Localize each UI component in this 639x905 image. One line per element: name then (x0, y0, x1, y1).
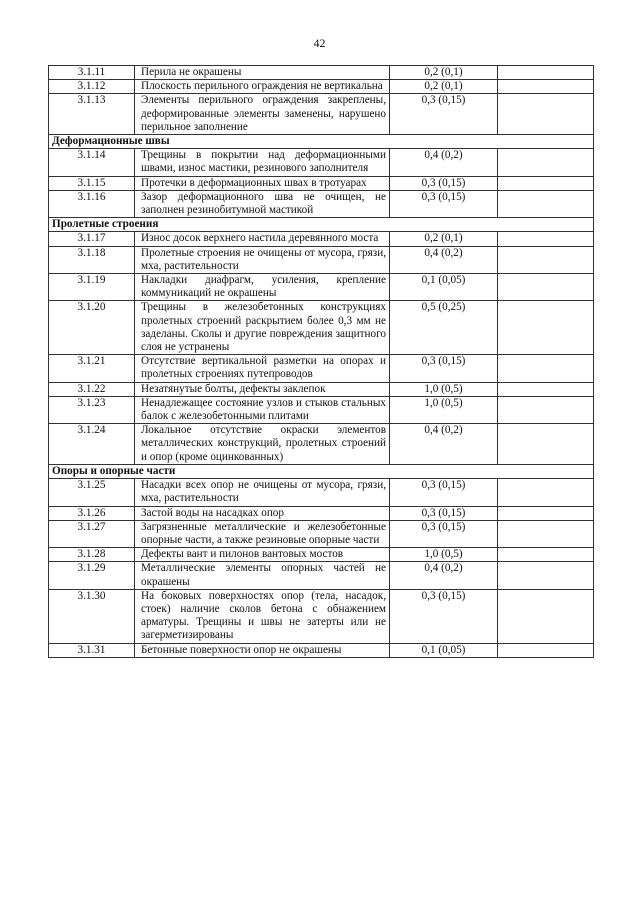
empty-cell (498, 548, 594, 562)
item-number: 3.1.31 (49, 643, 135, 657)
defect-description: Износ досок верхнего настила деревянного моста (135, 232, 390, 246)
table-row (49, 301, 594, 355)
empty-cell (498, 149, 594, 176)
item-number: 3.1.24 (49, 424, 135, 465)
table-row (49, 66, 594, 80)
table-row (49, 562, 594, 589)
table-row (49, 479, 594, 506)
item-number: 3.1.15 (49, 176, 135, 190)
defect-description: Трещины в покрытии над деформационными швами, износ мастики, резинового заполнителя (135, 149, 390, 176)
defect-description: Отсутствие вертикальной разметки на опорах и пролетных строениях путепроводов (135, 355, 390, 382)
score-value: 0,3 (0,15) (390, 176, 498, 190)
empty-cell (498, 66, 594, 80)
table-row (49, 355, 594, 382)
defect-description: Бетонные поверхности опор не окрашены (135, 643, 390, 657)
score-value: 0,1 (0,05) (390, 274, 498, 301)
score-value: 1,0 (0,5) (390, 548, 498, 562)
empty-cell (498, 382, 594, 396)
item-number: 3.1.26 (49, 506, 135, 520)
table-body (49, 66, 594, 658)
item-number: 3.1.18 (49, 246, 135, 273)
item-number: 3.1.27 (49, 520, 135, 547)
defect-description: Металлические элементы опорных частей не окрашены (135, 562, 390, 589)
score-value: 1,0 (0,5) (390, 396, 498, 423)
score-value: 0,4 (0,2) (390, 246, 498, 273)
score-value: 0,3 (0,15) (390, 520, 498, 547)
item-number: 3.1.23 (49, 396, 135, 423)
table-row (49, 382, 594, 396)
defect-description: Трещины в железобетонных конструкциях пролетных строений раскрытием более 0,3 мм не заделаны. Сколы и другие повреждения защитного слоя не устранены (135, 301, 390, 355)
table-row (49, 506, 594, 520)
score-value: 0,2 (0,1) (390, 232, 498, 246)
score-value: 0,3 (0,15) (390, 190, 498, 217)
score-value: 0,3 (0,15) (390, 506, 498, 520)
empty-cell (498, 589, 594, 643)
empty-cell (498, 396, 594, 423)
score-value: 0,3 (0,15) (390, 355, 498, 382)
defect-description: Застой воды на насадках опор (135, 506, 390, 520)
defect-description: Накладки диафрагм, усиления, крепление коммуникаций не окрашены (135, 274, 390, 301)
item-number: 3.1.17 (49, 232, 135, 246)
item-number: 3.1.14 (49, 149, 135, 176)
empty-cell (498, 232, 594, 246)
defect-description: Незатянутые болты, дефекты заклепок (135, 382, 390, 396)
score-value: 0,4 (0,2) (390, 149, 498, 176)
table-row (49, 232, 594, 246)
item-number: 3.1.19 (49, 274, 135, 301)
score-value: 0,2 (0,1) (390, 80, 498, 94)
empty-cell (498, 274, 594, 301)
section-title: Пролетные строения (49, 218, 594, 232)
table-row (49, 176, 594, 190)
empty-cell (498, 94, 594, 135)
score-value: 0,5 (0,25) (390, 301, 498, 355)
defect-description: Дефекты вант и пилонов вантовых мостов (135, 548, 390, 562)
page-number: 42 (313, 36, 326, 50)
defect-description: Плоскость перильного ограждения не вертикальна (135, 80, 390, 94)
section-title: Опоры и опорные части (49, 464, 594, 478)
defect-description: Загрязненные металлические и железобетонные опорные части, а также резиновые опорные части (135, 520, 390, 547)
table-row (49, 246, 594, 273)
empty-cell (498, 562, 594, 589)
item-number: 3.1.28 (49, 548, 135, 562)
table-row (49, 424, 594, 465)
table-row (49, 149, 594, 176)
empty-cell (498, 301, 594, 355)
table-row (49, 80, 594, 94)
section-header-row (49, 218, 594, 232)
empty-cell (498, 355, 594, 382)
section-title: Деформационные швы (49, 135, 594, 149)
table-row (49, 643, 594, 657)
defect-description: Локальное отсутствие окраски элементов металлических конструкций, пролетных строений и опор (кроме оцинкованных) (135, 424, 390, 465)
score-value: 0,3 (0,15) (390, 589, 498, 643)
section-header-row (49, 464, 594, 478)
table-row (49, 190, 594, 217)
item-number: 3.1.12 (49, 80, 135, 94)
empty-cell (498, 246, 594, 273)
table-row (49, 520, 594, 547)
empty-cell (498, 424, 594, 465)
score-value: 0,2 (0,1) (390, 66, 498, 80)
defect-description: Зазор деформационного шва не очищен, не заполнен резинобитумной мастикой (135, 190, 390, 217)
table-row (49, 274, 594, 301)
score-value: 0,1 (0,05) (390, 643, 498, 657)
defect-description: Насадки всех опор не очищены от мусора, грязи, мха, растительности (135, 479, 390, 506)
defect-description: Элементы перильного ограждения закреплены, деформированные элементы заменены, нарушено перильное заполнение (135, 94, 390, 135)
section-header-row (49, 135, 594, 149)
empty-cell (498, 643, 594, 657)
score-value: 0,3 (0,15) (390, 479, 498, 506)
defect-description: Ненадлежащее состояние узлов и стыков стальных балок с железобетонными плитами (135, 396, 390, 423)
item-number: 3.1.25 (49, 479, 135, 506)
item-number: 3.1.30 (49, 589, 135, 643)
score-value: 1,0 (0,5) (390, 382, 498, 396)
empty-cell (498, 479, 594, 506)
defect-description: Протечки в деформационных швах в тротуарах (135, 176, 390, 190)
defect-description: Пролетные строения не очищены от мусора, грязи, мха, растительности (135, 246, 390, 273)
empty-cell (498, 190, 594, 217)
item-number: 3.1.13 (49, 94, 135, 135)
item-number: 3.1.22 (49, 382, 135, 396)
table-row (49, 589, 594, 643)
empty-cell (498, 176, 594, 190)
table-row (49, 548, 594, 562)
score-value: 0,4 (0,2) (390, 562, 498, 589)
defects-table (48, 65, 594, 658)
empty-cell (498, 506, 594, 520)
table-row (49, 396, 594, 423)
item-number: 3.1.21 (49, 355, 135, 382)
item-number: 3.1.29 (49, 562, 135, 589)
empty-cell (498, 520, 594, 547)
defect-description: Перила не окрашены (135, 66, 390, 80)
item-number: 3.1.16 (49, 190, 135, 217)
item-number: 3.1.20 (49, 301, 135, 355)
score-value: 0,4 (0,2) (390, 424, 498, 465)
table-row (49, 94, 594, 135)
empty-cell (498, 80, 594, 94)
item-number: 3.1.11 (49, 66, 135, 80)
defect-description: На боковых поверхностях опор (тела, насадок, стоек) наличие сколов бетона с обнажением арматуры. Трещины и швы не затерты или не загерметизированы (135, 589, 390, 643)
score-value: 0,3 (0,15) (390, 94, 498, 135)
